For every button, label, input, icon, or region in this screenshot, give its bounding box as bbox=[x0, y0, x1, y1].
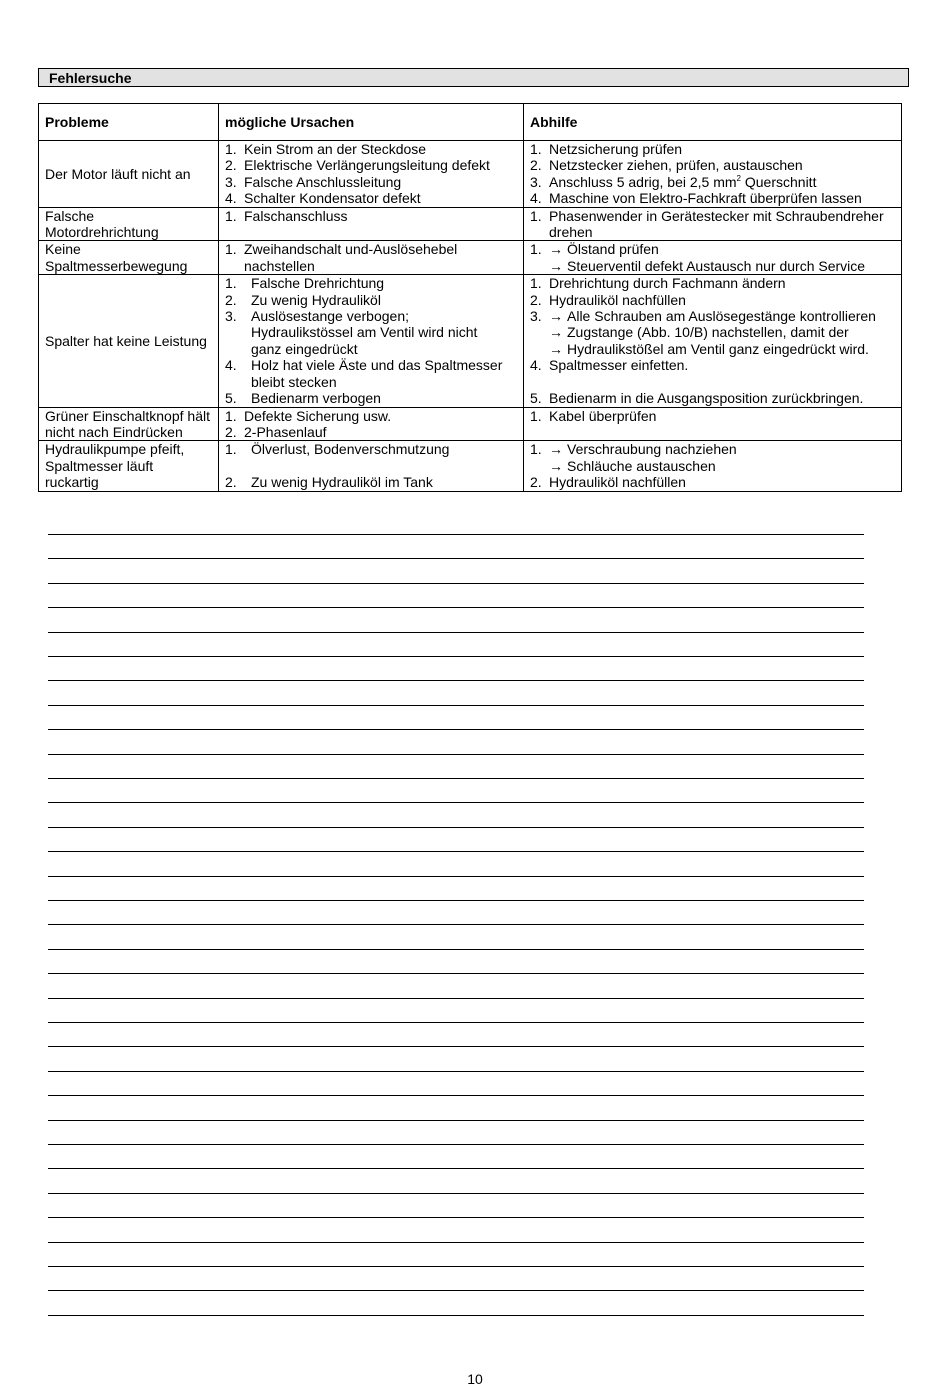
writing-line bbox=[48, 680, 864, 681]
item-number: 1. bbox=[530, 407, 542, 424]
writing-line bbox=[48, 1144, 864, 1145]
item-text bbox=[549, 474, 895, 490]
item-number: 2. bbox=[225, 423, 237, 440]
item-number: 1. bbox=[225, 441, 237, 458]
item-text bbox=[549, 357, 895, 373]
remedy-line bbox=[530, 324, 895, 340]
item-text bbox=[244, 190, 517, 206]
item-number bbox=[225, 324, 251, 340]
causes-cell bbox=[219, 207, 524, 241]
remedy-line bbox=[530, 275, 895, 291]
item-text bbox=[251, 390, 517, 406]
causes-cell bbox=[219, 275, 524, 407]
item-number bbox=[530, 458, 549, 474]
item-number: 3. bbox=[225, 173, 237, 190]
causes-cell bbox=[219, 241, 524, 275]
item-label: Zugstange (Abb. 10/B) nachstellen, damit der bbox=[567, 324, 849, 341]
writing-line bbox=[48, 705, 864, 706]
problem-cell bbox=[39, 441, 219, 491]
item-text bbox=[549, 374, 895, 390]
causes-cell bbox=[219, 441, 524, 491]
item-label: Hydraulikstößel am Ventil ganz eingedrückt wird. bbox=[567, 340, 869, 357]
remedy-line bbox=[530, 441, 895, 457]
item-label: Bedienarm verbogen bbox=[251, 390, 381, 407]
problem-text: Der Motor läuft nicht an bbox=[45, 165, 191, 182]
item-number: 2. bbox=[530, 291, 542, 308]
item-number: 5. bbox=[225, 390, 237, 407]
item-number: 1. bbox=[225, 241, 237, 258]
item-number bbox=[530, 374, 549, 390]
cause-line bbox=[225, 174, 517, 190]
item-label: drehen bbox=[549, 224, 593, 241]
item-label: Ölverlust, Bodenverschmutzung bbox=[251, 441, 450, 458]
arrow-icon: → bbox=[549, 457, 563, 474]
item-number bbox=[225, 374, 251, 390]
problem-text: Hydraulikpumpe pfeift, bbox=[45, 441, 185, 458]
arrow-icon: → bbox=[549, 441, 563, 458]
remedy-line bbox=[530, 458, 895, 474]
item-label: ganz eingedrückt bbox=[251, 340, 358, 357]
item-text bbox=[549, 341, 895, 357]
header-remedy: Abhilfe bbox=[524, 104, 902, 141]
item-number bbox=[225, 458, 251, 474]
item-label: Hydrauliköl nachfüllen bbox=[549, 474, 686, 491]
writing-line bbox=[48, 534, 864, 535]
table-row bbox=[39, 141, 902, 208]
writing-line bbox=[48, 924, 864, 925]
item-text bbox=[549, 157, 895, 173]
writing-line bbox=[48, 851, 864, 852]
table-row bbox=[39, 407, 902, 441]
item-text bbox=[549, 275, 895, 291]
remedy-line bbox=[530, 390, 895, 406]
writing-line bbox=[48, 1095, 864, 1096]
item-number bbox=[530, 341, 549, 357]
remedy-cell bbox=[524, 141, 902, 208]
item-label-suffix: Querschnitt bbox=[740, 173, 817, 190]
item-number: 2. bbox=[530, 474, 542, 491]
writing-line bbox=[48, 1315, 864, 1316]
item-number: 3. bbox=[530, 308, 542, 325]
writing-line bbox=[48, 754, 864, 755]
item-label: Bedienarm in die Ausgangsposition zurückbringen. bbox=[549, 390, 864, 407]
item-label: Steuerventil defekt Austausch nur durch Service bbox=[567, 257, 866, 274]
item-label: Netzsicherung prüfen bbox=[549, 141, 683, 157]
arrow-icon: → bbox=[549, 324, 563, 341]
item-text bbox=[549, 141, 895, 157]
cause-line bbox=[225, 275, 517, 291]
table-header-row bbox=[39, 104, 902, 141]
item-label: Verschraubung nachziehen bbox=[567, 441, 737, 458]
item-label: Zu wenig Hydrauliköl bbox=[251, 291, 381, 308]
item-label: Kein Strom an der Steckdose bbox=[244, 141, 427, 157]
writing-line bbox=[48, 1071, 864, 1072]
writing-line bbox=[48, 827, 864, 828]
writing-line bbox=[48, 949, 864, 950]
item-label: Falsche Drehrichtung bbox=[251, 275, 385, 292]
writing-line bbox=[48, 998, 864, 999]
remedy-cell bbox=[524, 441, 902, 491]
table-row bbox=[39, 441, 902, 491]
item-label: Hydraulikstössel am Ventil wird nicht bbox=[251, 324, 478, 341]
writing-line bbox=[48, 656, 864, 657]
writing-line bbox=[48, 632, 864, 633]
table-row bbox=[39, 275, 902, 407]
item-text bbox=[549, 292, 895, 308]
remedy-line bbox=[530, 474, 895, 490]
cause-line bbox=[225, 324, 517, 340]
remedy-line bbox=[530, 241, 895, 257]
problem-text: nicht nach Eindrücken bbox=[45, 423, 183, 440]
remedy-line bbox=[530, 408, 895, 424]
page-number: 10 bbox=[467, 1371, 483, 1387]
problem-cell bbox=[39, 275, 219, 407]
item-label: Zweihandschalt und-Auslösehebel bbox=[244, 241, 458, 258]
item-text bbox=[549, 174, 895, 190]
table-body bbox=[39, 141, 902, 492]
item-label: nachstellen bbox=[244, 257, 315, 274]
writing-line bbox=[48, 1046, 864, 1047]
writing-line bbox=[48, 1217, 864, 1218]
cause-line bbox=[225, 474, 517, 490]
remedy-line bbox=[530, 141, 895, 157]
cause-line bbox=[225, 208, 517, 224]
problem-cell bbox=[39, 207, 219, 241]
cause-line bbox=[225, 341, 517, 357]
writing-line bbox=[48, 1022, 864, 1023]
item-label: Schläuche austauschen bbox=[567, 457, 716, 474]
writing-line bbox=[48, 876, 864, 877]
arrow-icon: → bbox=[549, 308, 563, 325]
item-text bbox=[244, 258, 517, 274]
cause-line bbox=[225, 241, 517, 257]
remedy-line bbox=[530, 308, 895, 324]
item-number bbox=[530, 258, 549, 274]
item-text bbox=[549, 390, 895, 406]
item-label: Auslösestange verbogen; bbox=[251, 308, 409, 325]
cause-line bbox=[225, 424, 517, 440]
cause-line bbox=[225, 357, 517, 373]
remedy-cell bbox=[524, 407, 902, 441]
remedy-line bbox=[530, 258, 895, 274]
item-number: 1. bbox=[530, 275, 542, 292]
item-text bbox=[244, 208, 517, 224]
cause-line bbox=[225, 157, 517, 173]
item-number bbox=[530, 324, 549, 340]
item-label: Defekte Sicherung usw. bbox=[244, 407, 392, 424]
item-text bbox=[244, 174, 517, 190]
cause-line bbox=[225, 458, 517, 474]
item-text bbox=[251, 292, 517, 308]
item-number: 1. bbox=[530, 241, 542, 258]
cause-line bbox=[225, 308, 517, 324]
item-number: 2. bbox=[225, 474, 237, 491]
section-title: Fehlersuche bbox=[38, 68, 909, 87]
writing-line bbox=[48, 1242, 864, 1243]
item-text bbox=[251, 324, 517, 340]
problem-text: ruckartig bbox=[45, 474, 99, 491]
item-label: Falschanschluss bbox=[244, 207, 348, 224]
item-text bbox=[549, 258, 895, 274]
remedy-line bbox=[530, 190, 895, 206]
item-number: 3. bbox=[530, 173, 542, 190]
item-label: Spaltmesser einfetten. bbox=[549, 357, 689, 374]
item-text bbox=[244, 241, 517, 257]
cause-line bbox=[225, 408, 517, 424]
item-text bbox=[549, 308, 895, 324]
causes-cell bbox=[219, 407, 524, 441]
problem-text: Motordrehrichtung bbox=[45, 224, 159, 241]
item-number: 2. bbox=[225, 157, 237, 174]
remedy-line bbox=[530, 174, 895, 190]
item-text bbox=[549, 190, 895, 206]
item-text bbox=[251, 458, 517, 474]
item-text bbox=[251, 341, 517, 357]
item-label: Alle Schrauben am Auslösegestänge kontrollieren bbox=[567, 308, 876, 325]
item-number: 4. bbox=[530, 190, 542, 207]
remedy-line bbox=[530, 208, 895, 224]
remedy-line bbox=[530, 224, 895, 240]
item-label: 2-Phasenlauf bbox=[244, 423, 327, 440]
item-label: Phasenwender in Gerätestecker mit Schraubendreher bbox=[549, 207, 884, 224]
writing-line bbox=[48, 1290, 864, 1291]
item-number: 4. bbox=[225, 190, 237, 207]
item-label: Zu wenig Hydrauliköl im Tank bbox=[251, 474, 433, 491]
item-label: Falsche Anschlussleitung bbox=[244, 173, 402, 190]
item-text bbox=[251, 357, 517, 373]
item-number: 5. bbox=[530, 390, 542, 407]
header-causes: mögliche Ursachen bbox=[219, 104, 524, 141]
writing-line bbox=[48, 1120, 864, 1121]
item-text bbox=[244, 141, 517, 157]
item-text bbox=[549, 408, 895, 424]
item-number: 1. bbox=[225, 141, 237, 157]
writing-line bbox=[48, 1168, 864, 1169]
superscript: 2 bbox=[736, 173, 741, 183]
header-problem: Probleme bbox=[39, 104, 219, 141]
item-text bbox=[251, 275, 517, 291]
arrow-icon: → bbox=[549, 257, 563, 274]
cause-line bbox=[225, 374, 517, 390]
writing-line bbox=[48, 802, 864, 803]
item-text bbox=[251, 474, 517, 490]
writing-line bbox=[48, 607, 864, 608]
remedy-line bbox=[530, 292, 895, 308]
problem-cell bbox=[39, 407, 219, 441]
writing-line bbox=[48, 1266, 864, 1267]
item-label: Ölstand prüfen bbox=[567, 241, 659, 258]
item-label: Holz hat viele Äste und das Spaltmesser bbox=[251, 357, 503, 374]
writing-line bbox=[48, 558, 864, 559]
problem-text: Falsche bbox=[45, 207, 95, 224]
problem-cell bbox=[39, 241, 219, 275]
item-text bbox=[549, 241, 895, 257]
causes-cell bbox=[219, 141, 524, 208]
item-label: Maschine von Elektro-Fachkraft überprüfen lassen bbox=[549, 190, 862, 207]
item-text bbox=[251, 308, 517, 324]
cause-line bbox=[225, 141, 517, 157]
arrow-icon: → bbox=[549, 340, 563, 357]
item-number: 1. bbox=[530, 141, 542, 157]
item-number: 2. bbox=[225, 291, 237, 308]
item-label: Schalter Kondensator defekt bbox=[244, 190, 421, 207]
item-number: 4. bbox=[530, 357, 542, 374]
item-number: 1. bbox=[225, 275, 237, 292]
item-label: Anschluss 5 adrig, bei 2,5 mm bbox=[549, 173, 737, 190]
problem-text: Keine bbox=[45, 241, 81, 258]
item-label: bleibt stecken bbox=[251, 373, 337, 390]
item-number bbox=[225, 341, 251, 357]
item-number: 2. bbox=[530, 157, 542, 174]
problem-text: Spaltmesserbewegung bbox=[45, 257, 188, 274]
writing-line bbox=[48, 900, 864, 901]
writing-line bbox=[48, 973, 864, 974]
table-row bbox=[39, 207, 902, 241]
problem-cell bbox=[39, 141, 219, 208]
item-label: Elektrische Verlängerungsleitung defekt bbox=[244, 157, 490, 174]
table-row bbox=[39, 241, 902, 275]
writing-line bbox=[48, 729, 864, 730]
remedy-line bbox=[530, 157, 895, 173]
item-text bbox=[244, 424, 517, 440]
item-text bbox=[549, 224, 895, 240]
item-label: Hydrauliköl nachfüllen bbox=[549, 291, 686, 308]
item-text bbox=[549, 458, 895, 474]
writing-line bbox=[48, 583, 864, 584]
cause-line bbox=[225, 441, 517, 457]
item-text bbox=[549, 324, 895, 340]
remedy-line bbox=[530, 341, 895, 357]
item-number: 1. bbox=[225, 407, 237, 424]
arrow-icon: → bbox=[549, 241, 563, 258]
item-number bbox=[225, 258, 244, 274]
cause-line bbox=[225, 390, 517, 406]
cause-line bbox=[225, 190, 517, 206]
troubleshooting-table bbox=[38, 103, 902, 492]
remedy-line bbox=[530, 357, 895, 373]
problem-text: Spalter hat keine Leistung bbox=[45, 332, 207, 349]
item-text bbox=[549, 441, 895, 457]
problem-text: Grüner Einschaltknopf hält bbox=[45, 407, 210, 424]
item-text bbox=[251, 441, 517, 457]
problem-text: Spaltmesser läuft bbox=[45, 457, 154, 474]
remedy-cell bbox=[524, 241, 902, 275]
item-number: 1. bbox=[225, 207, 237, 224]
cause-line bbox=[225, 292, 517, 308]
item-number: 1. bbox=[530, 441, 542, 458]
item-label: Drehrichtung durch Fachmann ändern bbox=[549, 275, 786, 292]
item-number: 3. bbox=[225, 308, 237, 325]
item-label: Netzstecker ziehen, prüfen, austauschen bbox=[549, 157, 803, 174]
writing-line bbox=[48, 1193, 864, 1194]
item-text bbox=[244, 157, 517, 173]
remedy-cell bbox=[524, 207, 902, 241]
item-number bbox=[530, 224, 549, 240]
item-number: 1. bbox=[530, 207, 542, 224]
remedy-cell bbox=[524, 275, 902, 407]
item-number: 4. bbox=[225, 357, 237, 374]
item-text bbox=[244, 408, 517, 424]
item-text bbox=[549, 208, 895, 224]
item-label: Kabel überprüfen bbox=[549, 407, 657, 424]
item-text bbox=[251, 374, 517, 390]
cause-line bbox=[225, 258, 517, 274]
remedy-line bbox=[530, 374, 895, 390]
writing-line bbox=[48, 778, 864, 779]
